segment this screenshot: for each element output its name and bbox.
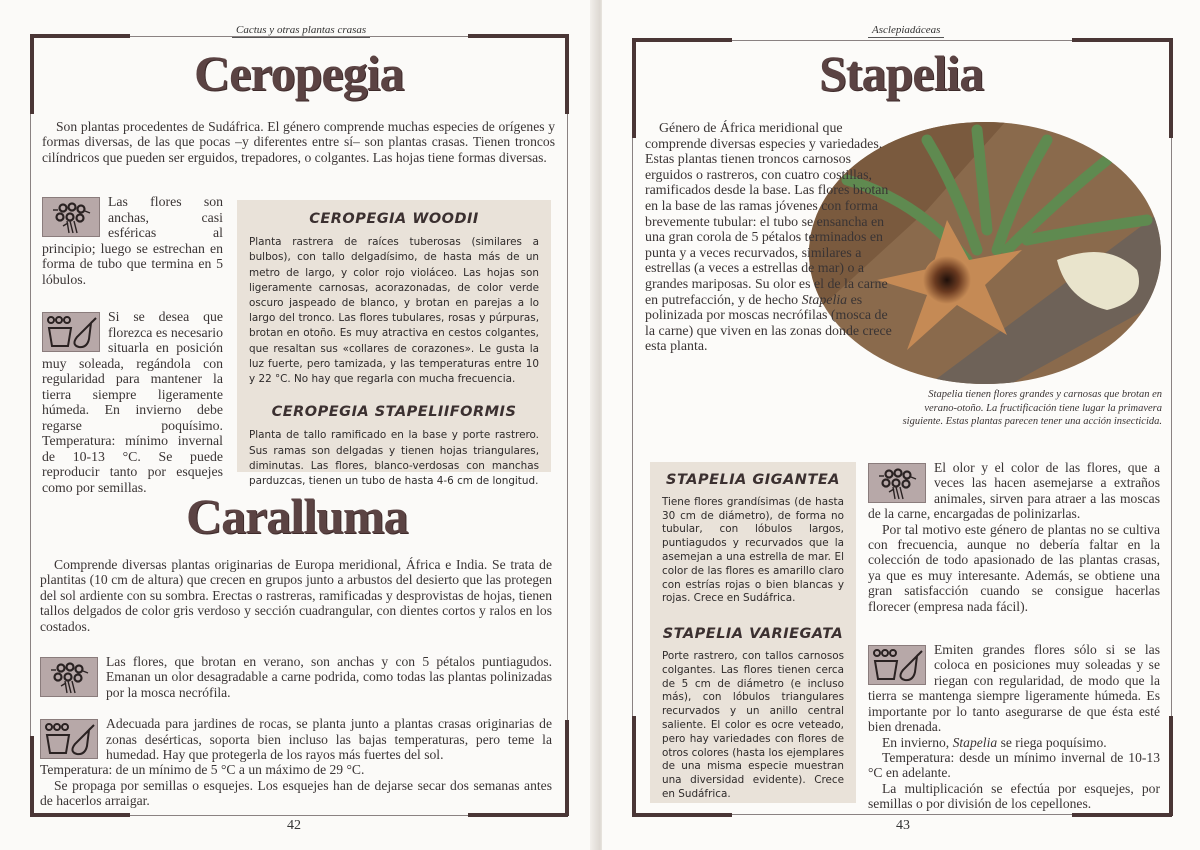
sidebar-heading: STAPELIA GIGANTEA	[666, 472, 840, 488]
flowerpot-trowel-icon	[40, 719, 98, 759]
frame-corner	[30, 34, 34, 114]
left-page	[0, 0, 598, 850]
frame-corner	[468, 813, 568, 817]
section-title-caralluma: Caralluma	[186, 488, 408, 544]
frame-corner	[468, 34, 568, 38]
page-number: 43	[896, 818, 910, 833]
frame-corner	[632, 716, 636, 816]
frame-corner	[30, 736, 34, 816]
ceropegia-intro: Son plantas procedentes de Sudáfrica. El género comprende muchas especies de orígenes y formas diversas, de las que pocas –y diferentes entre sí– son plantas crasas. Tienen troncos cilíndricos que pueden ser erguidos, trepadores, o colgantes. Las hojas tiene formas diversas.	[42, 119, 555, 165]
sidebar-text: Porte rastrero, con tallos carnosos colgantes. Las flores tienen cerca de 5 cm de diámetro (e incluso más), con lóbulos triangulares recurvados y un anillo central saliente. El color es ocre veteado, pero hay variedades con flores de otros colores (hasta los ejemplares de una misma especie muestran una diversidad evidente). Crece en Sudáfrica.	[662, 649, 844, 800]
stapelia-intro: Género de África meridional que comprende diversas especies y variedades. Estas plantas tienen troncos carnosos erguidos o rastreros, con cuatro costillas, ramificados desde la base. Las flores brotan en la base de las ramas jóvenes con forma brevemente tubular: el tubo se ensancha en una gran corola de 5 pétalos terminados en punta y a veces recurvados, similares a estrellas (a veces a estrellas de mar) o a grandes mariposas. Su olor es el de la carne en putrefacción, y de hecho Stapelia es polinizada por moscas necrófilas (mosca de la carne) que viven en las zonas donde crece esta planta.	[645, 121, 892, 355]
frame-corner	[1169, 38, 1173, 138]
running-head: Cactus y otras plantas crasas	[232, 24, 370, 38]
frame-corner	[1072, 813, 1172, 817]
flower-bouquet-icon	[40, 657, 98, 697]
sidebar-heading: STAPELIA VARIEGATA	[662, 626, 844, 643]
flowerpot-trowel-icon	[42, 312, 100, 352]
sidebar-text: Tiene flores grandísimas (de hasta 30 cm de diámetro), de forma no tubular, con lóbulos largos, puntiagudos y recurvados que la asemejan a una estrella de mar. El color de las flores es amarillo claro con estrías rojas o bien blancas y rojas. Crece en Sudáfrica.	[662, 495, 844, 605]
flower-bouquet-icon	[868, 463, 926, 503]
frame-corner	[632, 38, 636, 138]
frame-corner	[565, 34, 569, 114]
frame-corner	[1072, 38, 1172, 42]
sidebar-text: Planta de tallo ramificado en la base y porte rastrero. Sus ramas son delgadas y tienen hojas triangulares, diminutas. Las flores, blanco-verdosas con manchas parduzcas, tienen un tubo de hasta 4-6 cm de longitud.	[249, 429, 539, 488]
sidebar-heading: CEROPEGIA STAPELIIFORMIS	[271, 404, 517, 421]
stapelia-body: El olor y el color de las flores, que a veces las hacen asemejarse a extraños animales, sirven para atraer a las moscas de la carne, encargadas de polinizarlas. Por tal motivo este género de plantas no se cultiva con frecuencia, aunque no debería faltar en la colección de todo apasionado de las plantas crasas, ya que es muy interesante. Además, se obtiene una gran satisfacción cuando se consigue hacerlas florecer (empresa nada fácil). Emiten grandes flores sólo si se las coloca en posiciones muy soleadas y se riegan con regularidad, de modo que la tierra se mantenga siempre ligeramente húmeda. Es importante por lo tanto asegurarse de que ésta esté bien drenada. En invierno, Stapelia se riega poquísimo. Temperatura: desde un mínimo invernal de 10-13 °C en adelante. La multiplicación se efectúa por esquejes, por semillas o por división de los cepellones.	[868, 460, 1160, 812]
frame-corner	[30, 34, 130, 38]
right-page	[602, 0, 1200, 850]
frame-corner	[30, 813, 130, 817]
sidebar-text: Planta rastrera de raíces tuberosas (similares a bulbos), con tallo delgadísimo, de hasta más de un metro de largo, y color rojo violáceo. Las hojas son ligeramente carnosas, acorazonadas, de color verde oscuro jaspeado de blanco, y brotan en parejas a lo largo del tronco. Las flores tubulares, rosas y púrpuras, brotan en otoño. Es muy atractiva en cestos colgantes, que resaltan sus «collares de corazones». Le gusta la luz fuerte, pero tamizada, y las temperaturas entre 10 y 22 °C. No hay que regarla con mucha frecuencia.	[249, 236, 539, 386]
sidebar-heading: CEROPEGIA WOODII	[309, 211, 479, 227]
running-head: Asclepiadáceas	[868, 24, 944, 38]
flower-bouquet-icon	[42, 197, 100, 237]
ceropegia-species-sidebar	[237, 200, 551, 488]
frame-corner	[1169, 716, 1173, 816]
frame-corner	[632, 813, 732, 817]
stapelia-species-sidebar	[650, 462, 856, 803]
section-title-ceropegia: Ceropegia	[194, 45, 404, 101]
frame-corner	[565, 720, 569, 816]
page-number: 42	[287, 818, 301, 833]
photo-caption: Stapelia tienen flores grandes y carnosas que brotan en verano-otoño. La fructificación tiene lugar la primavera siguiente. Estas plantas parecen tener una acción insecticida.	[902, 389, 1162, 427]
section-title-stapelia: Stapelia	[819, 45, 984, 101]
ceropegia-notes: Las flores son anchas, casi esféricas al principio; luego se estrechan en forma de tubo que termina en 5 lóbulos. Si se desea que florezca es necesario situarla en posición muy soleada, regándola con regularidad para mantener la tierra siempre ligeramente húmeda. En invierno debe regarse poquísimo. Temperatura: mínimo invernal de 10-13 °C. Se puede reproducir tanto por esquejes como por semillas.	[42, 194, 223, 495]
flowerpot-trowel-icon	[868, 645, 926, 685]
frame-corner	[632, 38, 732, 42]
caralluma-body: Comprende diversas plantas originarias de Europa meridional, África e India. Se trata de plantitas (10 cm de altura) que crecen en grupos junto a arbustos del desierto que las protegen del sol ardiente con su sombra. Erectas o rastreras, ramificadas y desprovistas de hojas, tienen tallos delgados de color gris verdoso y sección cuadrangular, con dientes cortos y ralos en los costados. Las flores, que brotan en verano, son anchas y con 5 pétalos puntiagudos. Emanan un olor desagradable a carne podrida, como todas las plantas polinizadas por la mosca necrófila. Adecuada para jardines de rocas, se planta junto a plantas crasas originarias de zonas desérticas, soporta bien incluso las bajas temperaturas, pero teme la humedad. Hay que protegerla de los rayos más fuertes del sol. Temperatura: de un mínimo de 5 °C a un máximo de 29 °C. Se propaga por semillas o esquejes. Los esquejes han de dejarse secar dos semanas antes de hacerlos arraigar.	[40, 557, 552, 809]
